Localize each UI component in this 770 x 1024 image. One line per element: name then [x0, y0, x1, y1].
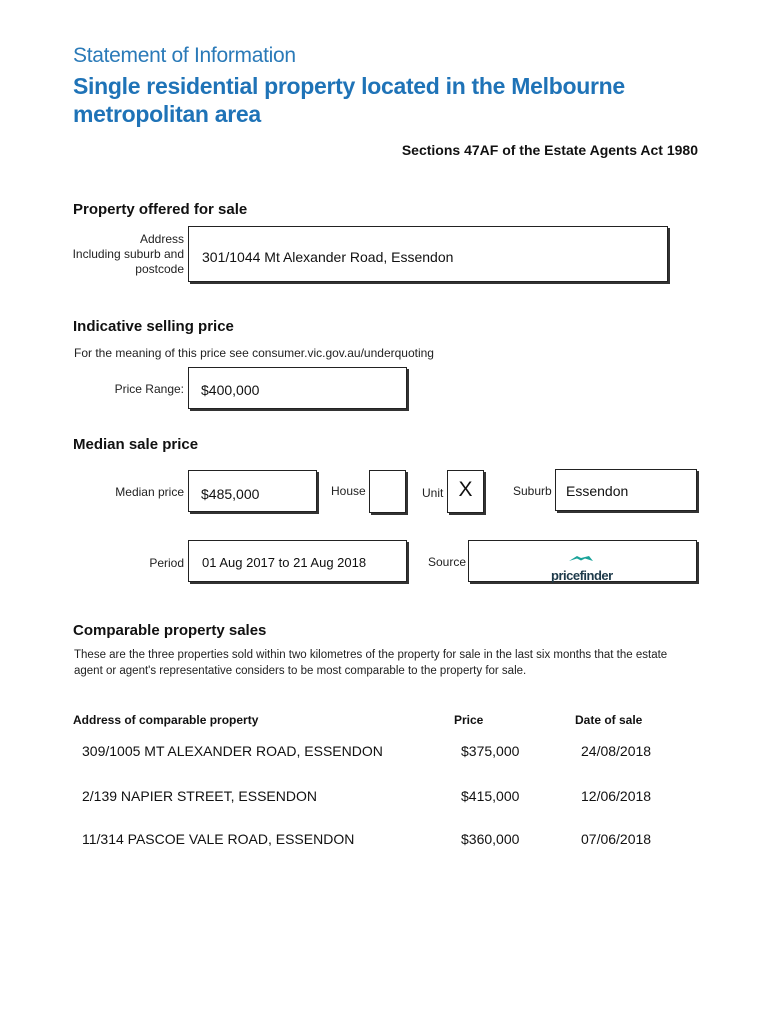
address-label [60, 232, 184, 277]
column-header-date: Date of sale [575, 713, 643, 727]
comparable-sales-heading: Comparable property sales [73, 622, 267, 639]
price-range-value: $400,000 [201, 382, 260, 398]
pricefinder-logo-text: pricefinder [551, 568, 613, 583]
act-sections: Sections 47AF of the Estate Agents Act 1980 [401, 142, 698, 158]
row-date: 24/08/2018 [581, 743, 652, 759]
column-header-address: Address of comparable property [73, 713, 259, 727]
period-label: Period [149, 556, 184, 570]
median-price-value: $485,000 [201, 486, 260, 502]
address-value: 301/1044 Mt Alexander Road, Essendon [202, 249, 454, 265]
unit-checkbox[interactable] [447, 470, 484, 513]
table-row [0, 831, 770, 851]
address-label-line1: Address [139, 232, 184, 246]
period-field[interactable] [188, 540, 407, 582]
suburb-label: Suburb [513, 484, 552, 498]
row-price: $415,000 [461, 788, 520, 804]
unit-checkbox-mark: X [458, 478, 473, 501]
house-checkbox[interactable] [369, 470, 406, 513]
address-field[interactable] [188, 226, 668, 282]
table-row [0, 743, 770, 763]
row-address: 2/139 NAPIER STREET, ESSENDON [82, 788, 317, 804]
property-offered-heading: Property offered for sale [73, 201, 248, 218]
unit-label: Unit [422, 486, 444, 500]
median-price-heading: Median sale price [73, 436, 199, 453]
comparable-sales-description: These are the three properties sold within two kilometres of the property for sale in the last six months that the estate agent or agent's representative considers to be most comparable to the property for sale. [74, 649, 668, 677]
house-label: House [331, 484, 366, 498]
underquoting-note: For the meaning of this price see consumer.vic.gov.au/underquoting [74, 346, 434, 360]
address-label-line3: postcode [135, 262, 184, 276]
median-price-field[interactable] [188, 470, 317, 512]
row-address: 309/1005 MT ALEXANDER ROAD, ESSENDON [82, 743, 383, 759]
median-price-label: Median price [115, 485, 184, 499]
document-title: Single residential property located in the Melbourne metropolitan area [73, 73, 625, 127]
pricefinder-logo [551, 550, 611, 582]
indicative-price-heading: Indicative selling price [73, 318, 234, 335]
address-label-line2: Including suburb and [72, 247, 184, 261]
price-range-field[interactable] [188, 367, 407, 409]
row-price: $360,000 [461, 831, 520, 847]
source-label: Source [428, 555, 467, 569]
column-header-price: Price [454, 713, 484, 727]
period-value: 01 Aug 2017 to 21 Aug 2018 [202, 555, 367, 570]
table-row [0, 788, 770, 808]
source-field [468, 540, 697, 582]
pricefinder-logo-mark-icon [568, 555, 594, 563]
price-range-label: Price Range: [114, 382, 184, 396]
row-date: 07/06/2018 [581, 831, 652, 847]
row-address: 11/314 PASCOE VALE ROAD, ESSENDON [82, 831, 355, 847]
statement-heading: Statement of Information [73, 44, 296, 67]
row-date: 12/06/2018 [581, 788, 652, 804]
suburb-field[interactable] [555, 469, 697, 511]
suburb-value: Essendon [566, 483, 629, 499]
row-price: $375,000 [461, 743, 520, 759]
